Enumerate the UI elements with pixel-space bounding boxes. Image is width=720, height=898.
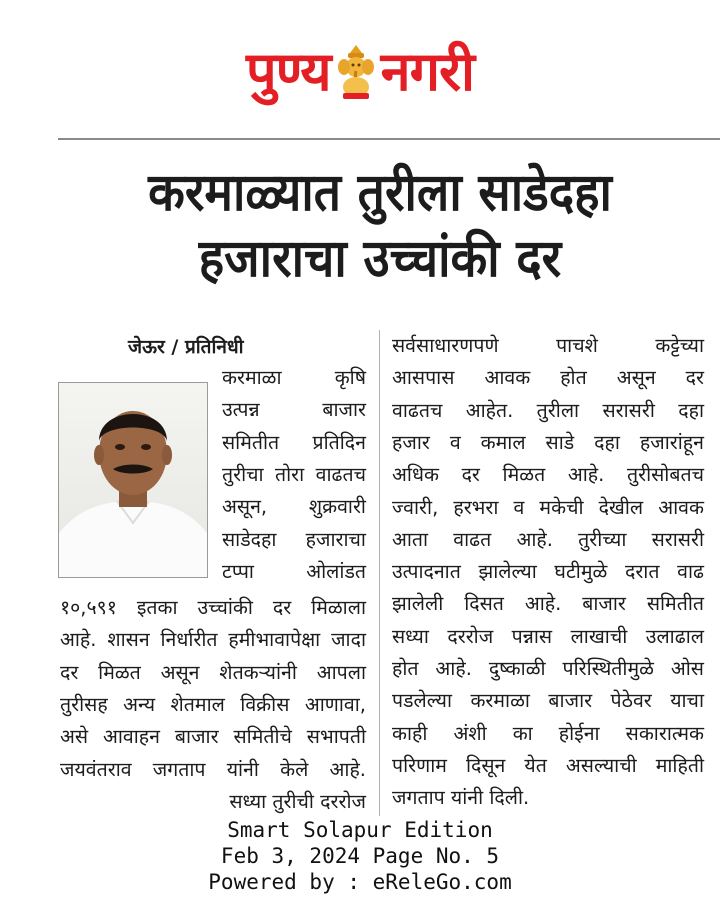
left-column-line: सध्या तुरीची दररोज — [229, 789, 366, 813]
dateline: जेऊर / प्रतिनिधी — [128, 336, 244, 358]
left-column-line: जयवंतराव जगताप यांनी केले आहे. — [60, 757, 366, 781]
left-column-line: टप्पा ओलांडत — [222, 559, 366, 583]
right-column-line: हजार व कमाल साडे दहा हजारांहून — [392, 430, 704, 454]
footer-date-page: Feb 3, 2024 Page No. 5 — [220, 844, 500, 868]
right-column-line: उत्पादनात झालेल्या घटीमुळे दरात वाढ — [392, 560, 704, 584]
right-column-line: पडलेल्या करमाळा बाजार पेठेवर याचा — [392, 689, 704, 713]
right-column-line: होत आहे. दुष्काळी परिस्थितीमुळे ओस — [392, 657, 704, 680]
left-column-line: उत्पन्न बाजार — [222, 398, 366, 422]
right-column-line: आता वाढत आहे. तुरीच्या सरासरी — [392, 527, 704, 551]
left-column-line: असून, शुक्रवारी — [222, 495, 366, 519]
person-photo — [58, 382, 208, 578]
left-column-line: असे आवाहन बाजार समितीचे सभापती — [60, 725, 366, 749]
edition-footer — [0, 817, 720, 895]
right-column-line: परिणाम दिसून येत असल्याची माहिती — [392, 753, 704, 777]
left-column-line: तुरीचा तोरा वाढतच — [222, 462, 366, 486]
right-column-line: सध्या दररोज पन्नास लाखाची उलाढाल — [392, 624, 704, 648]
masthead-left-word: पुण्य — [245, 40, 331, 103]
headline-line-1: करमाळ्यात तुरीला साडेदहा — [148, 163, 612, 223]
right-column-line: आसपास आवक होत असून दर — [392, 366, 704, 390]
article-headline — [67, 160, 693, 292]
left-column-line: १०,५९१ इतका उच्चांकी दर मिळाला — [60, 596, 366, 619]
ganesha-icon — [335, 43, 377, 101]
right-column-line: अधिक दर मिळत आहे. तुरीसोबतच — [392, 463, 704, 487]
left-column-line: आहे. शासन निर्धारीत हमीभावापेक्षा जादा — [60, 628, 366, 652]
masthead-right-word: नगरी — [380, 40, 475, 103]
left-column-line: समितीत प्रतिदिन — [222, 430, 366, 454]
right-column-line: जगताप यांनी दिली. — [392, 786, 530, 810]
left-column-line: साडेदहा हजाराचा — [222, 527, 366, 551]
column-divider — [379, 330, 380, 816]
left-column-line: तुरीसह अन्य शेतमाल विक्रीस आणावा, — [60, 692, 366, 716]
right-column-line: वाढतच आहेत. तुरीला सरासरी दहा — [392, 398, 704, 422]
masthead-divider — [58, 138, 720, 140]
left-column-line: दर मिळत असून शेतकऱ्यांनी आपला — [60, 660, 366, 684]
masthead-logo — [0, 32, 720, 112]
footer-powered-by: Powered by : eReleGo.com — [208, 870, 512, 894]
right-column-line: झालेली दिसत आहे. बाजार समितीत — [392, 592, 704, 616]
left-column-line: करमाळा कृषि — [222, 366, 366, 389]
headline-line-2: हजाराचा उच्चांकी दर — [198, 229, 562, 289]
right-column-line: ज्वारी, हरभरा व मकेची देखील आवक — [392, 495, 704, 519]
right-column-line: काही अंशी का होईना सकारात्मक — [392, 721, 704, 745]
footer-edition: Smart Solapur Edition — [227, 818, 493, 842]
right-column-line: सर्वसाधारणपणे पाचशे कट्टेच्या — [392, 334, 704, 357]
